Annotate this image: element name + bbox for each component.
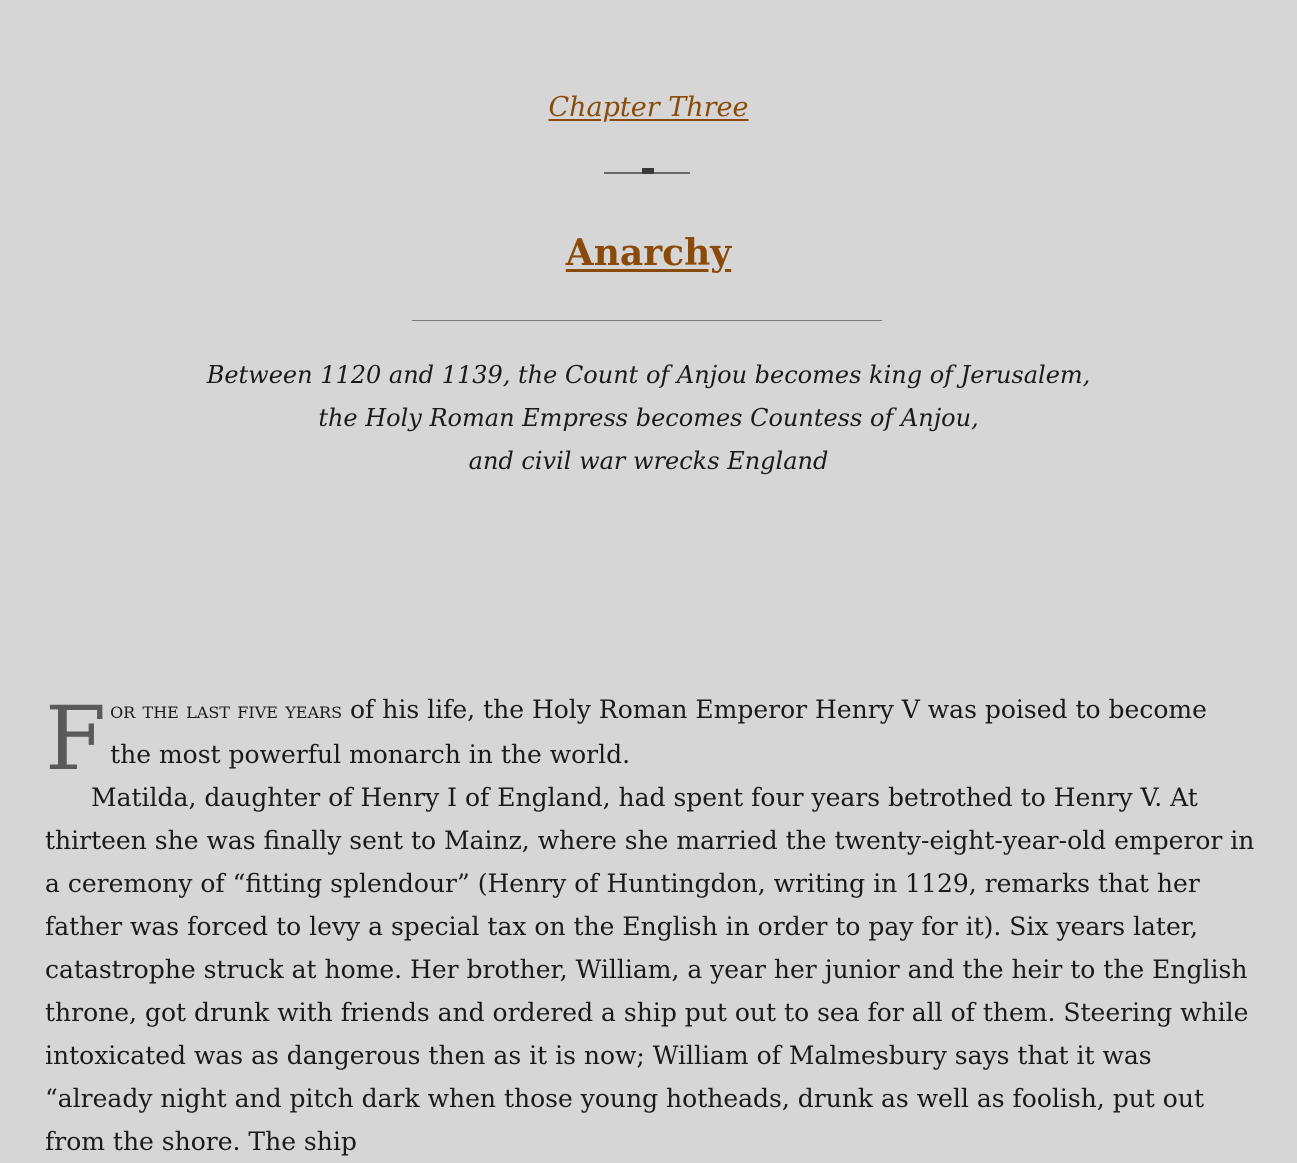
chapter-number-link[interactable]: Chapter Three (548, 92, 749, 123)
chapter-title-link[interactable]: Anarchy (565, 232, 732, 274)
chapter-body (45, 640, 1255, 1163)
ornament-divider-icon (604, 166, 690, 176)
chapter-number (0, 88, 1297, 128)
horizontal-rule (412, 320, 882, 321)
paragraph (45, 640, 1255, 790)
lead-in-small-caps: or the last five years (110, 698, 343, 724)
epigraph-line: and civil war wrecks England (468, 447, 829, 475)
paragraph-text: of his life, the Holy Roman Emperor Henry V was poised to become the most powerful monarch in the world. (110, 695, 1207, 769)
epigraph-line: Between 1120 and 1139, the Count of Anjou becomes king of Jerusalem, (206, 361, 1091, 389)
epigraph-line: the Holy Roman Empress becomes Countess of Anjou, (318, 404, 979, 432)
paragraph: Matilda, daughter of Henry I of England, had spent four years betrothed to Henry V. At thirteen she was finally sent to Mainz, where she married the twenty-eight-year-old emperor in a ceremony of “fitting splendour” (Henry of Huntingdon, writing in 1129, remarks that her father was forced to levy a special tax on the English in order to pay for it). Six years later, catastrophe struck at home. Her brother, William, a year her junior and the heir to the English throne, got drunk with friends and ordered a ship put out to sea for all of them. Steering while intoxicated was as dangerous then as it is now; William of Malmesbury says that it was “already night and pitch dark when those young hotheads, drunk as well as foolish, put out from the shore. The ship (45, 783, 1255, 1156)
epigraph (0, 354, 1297, 483)
chapter-title (0, 228, 1297, 278)
drop-cap: F (45, 687, 107, 790)
